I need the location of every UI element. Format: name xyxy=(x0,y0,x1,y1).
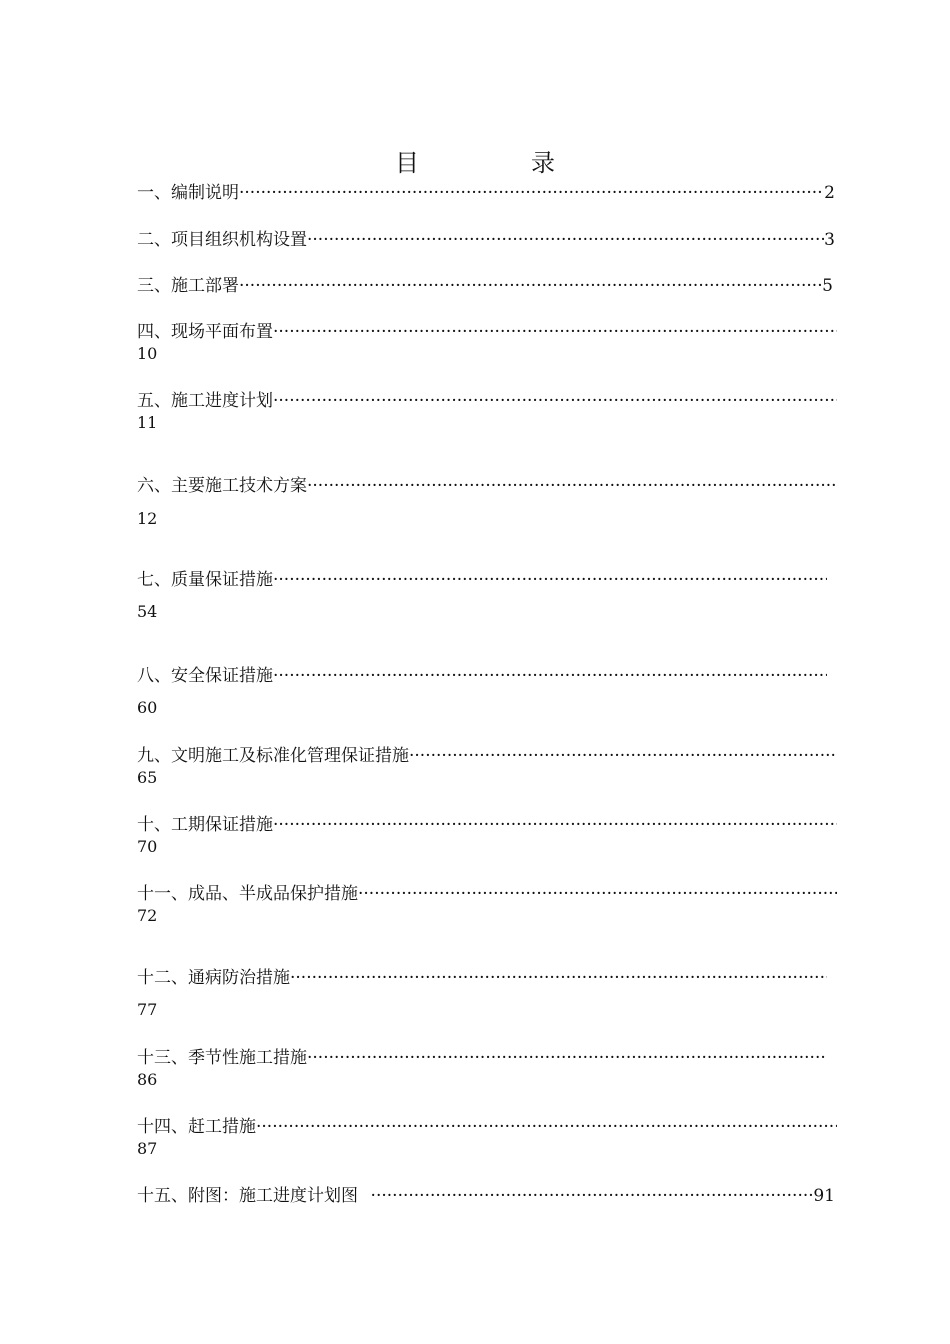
toc-entry[interactable] xyxy=(137,275,833,297)
toc-entry-page: 91 xyxy=(813,1186,835,1206)
toc-entry-label: 二、项目组织机构设置 xyxy=(137,230,307,250)
toc-entry[interactable] xyxy=(137,390,837,434)
toc-entry[interactable] xyxy=(137,1116,837,1160)
toc-entry[interactable] xyxy=(137,665,827,719)
toc-entry[interactable] xyxy=(137,321,837,365)
toc-entry-label: 十一、成品、半成品保护措施 xyxy=(137,884,358,904)
toc-entry-label: 一、编制说明 xyxy=(137,183,239,203)
toc-entry-page: 3 xyxy=(824,230,835,250)
toc-entry[interactable] xyxy=(137,475,837,530)
dot-leader xyxy=(273,321,837,343)
dot-leader xyxy=(290,967,827,989)
dot-leader xyxy=(307,1047,827,1069)
toc-title: 目 录 xyxy=(395,149,599,177)
toc-entry-label: 九、文明施工及标准化管理保证措施 xyxy=(137,746,409,766)
toc-entry-page: 77 xyxy=(137,1000,158,1019)
toc-entry[interactable] xyxy=(137,967,827,1021)
toc-entry[interactable] xyxy=(137,1185,835,1207)
dot-leader xyxy=(273,569,827,591)
toc-entry[interactable] xyxy=(137,182,835,204)
toc-entry[interactable] xyxy=(137,229,835,251)
toc-entry[interactable] xyxy=(137,883,837,927)
toc-entry-page: 65 xyxy=(137,768,158,787)
toc-entry-label: 三、施工部署 xyxy=(137,276,239,296)
toc-entry-page: 10 xyxy=(137,344,158,363)
dot-leader xyxy=(239,182,824,204)
toc-entry-label: 十二、通病防治措施 xyxy=(137,968,290,988)
dot-leader xyxy=(256,1116,837,1138)
toc-entry-label: 四、现场平面布置 xyxy=(137,322,273,342)
toc-entry[interactable] xyxy=(137,569,827,623)
toc-entry-label: 六、主要施工技术方案 xyxy=(137,476,307,496)
toc-entry-page: 87 xyxy=(137,1139,158,1158)
toc-entry[interactable] xyxy=(137,1047,827,1091)
toc-entry-page: 12 xyxy=(137,509,158,528)
toc-entry-label: 十五、附图：施工进度计划图 xyxy=(137,1186,358,1206)
toc-entry-label: 十四、赶工措施 xyxy=(137,1117,256,1137)
toc-entry-page: 54 xyxy=(137,602,158,621)
toc-entry-page: 86 xyxy=(137,1070,158,1089)
toc-entry-label: 十三、季节性施工措施 xyxy=(137,1048,307,1068)
toc-entry-label: 七、质量保证措施 xyxy=(137,570,273,590)
dot-leader xyxy=(358,883,837,905)
dot-leader xyxy=(273,390,837,412)
toc-entry[interactable] xyxy=(137,745,837,789)
toc-entry-label: 五、施工进度计划 xyxy=(137,391,273,411)
toc-entry-label: 八、安全保证措施 xyxy=(137,666,273,686)
toc-entry-page: 70 xyxy=(137,837,158,856)
toc-entry-page: 5 xyxy=(822,276,833,296)
dot-leader xyxy=(307,229,824,251)
dot-leader xyxy=(371,1185,814,1207)
dot-leader xyxy=(307,475,837,497)
toc-entry[interactable] xyxy=(137,814,837,858)
toc-entry-page: 11 xyxy=(137,413,158,432)
dot-leader xyxy=(273,665,827,687)
dot-leader xyxy=(409,745,837,767)
dot-leader xyxy=(239,275,822,297)
toc-entry-label: 十、工期保证措施 xyxy=(137,815,273,835)
dot-leader xyxy=(273,814,837,836)
toc-entry-page: 2 xyxy=(824,183,835,203)
toc-entry-page: 60 xyxy=(137,698,158,717)
toc-entry-page: 72 xyxy=(137,906,158,925)
